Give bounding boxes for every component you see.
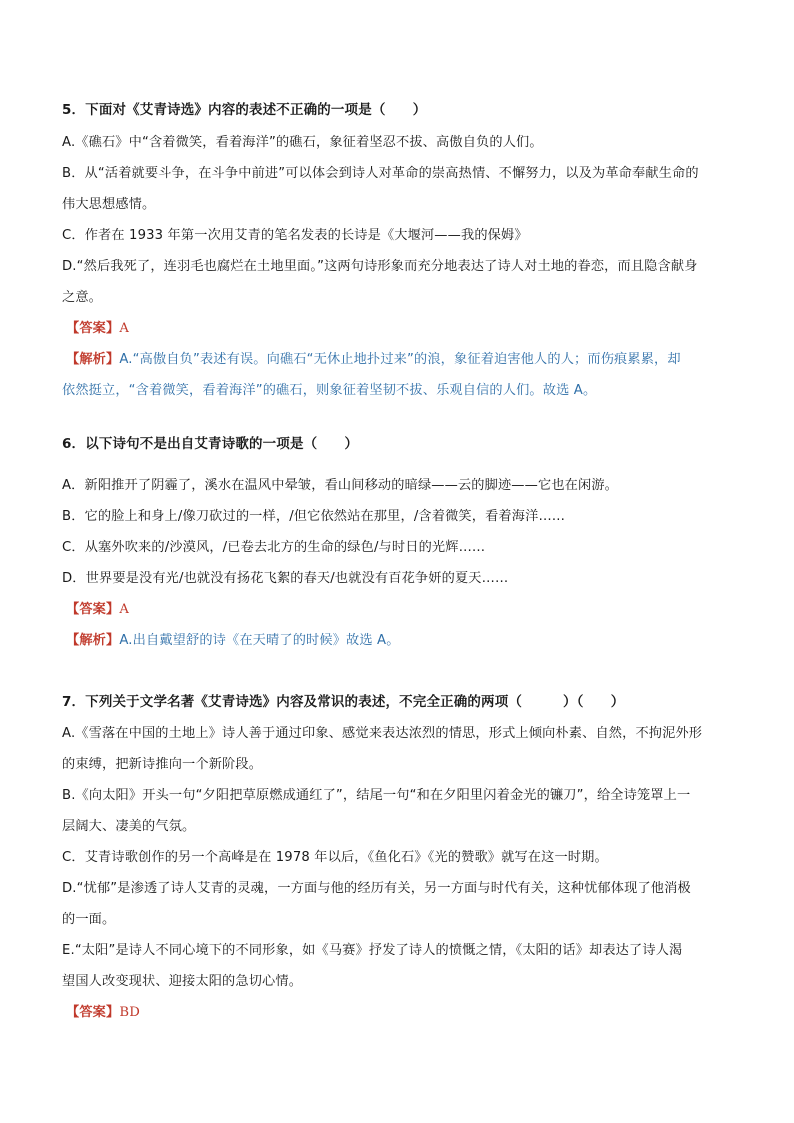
question-5-stem: 5．下面对《艾青诗选》内容的表述不正确的一项是（ ） (62, 102, 427, 118)
question-7-option-d-cont: 的一面。 (62, 912, 116, 927)
question-7-option-b-cont: 层阔大、凄美的气氛。 (62, 819, 196, 834)
question-6-answer (66, 600, 129, 620)
explanation-tag: 【解析】 (66, 633, 120, 648)
answer-value: A (119, 602, 130, 617)
question-5-answer (66, 319, 129, 339)
question-7-option-e: E.“太阳”是诗人不同心境下的不同形象，如《马赛》抒发了诗人的愤慨之情，《太阳的话》却表达了诗人渴 (62, 943, 683, 958)
answer-value: BD (119, 1005, 140, 1020)
question-5-option-a: A.《礁石》中“含着微笑，看着海洋”的礁石，象征着坚忍不拔、高傲自负的人们。 (62, 135, 543, 150)
answer-tag: 【答案】 (66, 321, 120, 336)
answer-tag: 【答案】 (66, 602, 120, 617)
question-7-option-b: B.《向太阳》开头一句“夕阳把草原燃成通红了”，结尾一句“和在夕阳里闪着金光的镰刀”，给全诗笼罩上一 (62, 788, 691, 803)
question-7-option-a-cont: 的束缚，把新诗推向一个新阶段。 (62, 757, 263, 772)
question-5-option-c: C．作者在 1933 年第一次用艾青的笔名发表的长诗是《大堰河——我的保姆》 (62, 228, 528, 243)
question-5-explanation-cont: 依然挺立，“含着微笑，看着海洋”的礁石，则象征着坚韧不拔、乐观自信的人们。故选 A。 (62, 383, 597, 398)
explanation-text: A.“高傲自负”表述有误。向礁石“无休止地扑过来”的浪，象征着迫害他人的人；而伤痕累累，却 (119, 352, 681, 367)
question-7-option-c: C．艾青诗歌创作的另一个高峰是在 1978 年以后，《鱼化石》《光的赞歌》就写在这一时期。 (62, 850, 608, 865)
question-5-option-d: D.“然后我死了，连羽毛也腐烂在土地里面。”这两句诗形象而充分地表达了诗人对土地的眷恋，而且隐含献身 (62, 259, 698, 274)
question-5-option-b-cont: 伟大思想感情。 (62, 197, 156, 212)
question-7-answer (66, 1003, 140, 1023)
answer-tag: 【答案】 (66, 1005, 120, 1020)
question-6-option-b: B．它的脸上和身上/像刀砍过的一样，/但它依然站在那里，/含着微笑，看着海洋…… (62, 509, 566, 524)
question-7-option-a: A.《雪落在中国的土地上》诗人善于通过印象、感觉来表达浓烈的情思，形式上倾向朴素、自然，不拘泥外形 (62, 726, 703, 741)
question-6-option-a: A．新阳推开了阴霾了，溪水在温风中晕皱，看山间移动的暗绿——云的脚迹——它也在闲游。 (62, 478, 619, 493)
question-7-option-e-cont: 望国人改变现状、迎接太阳的急切心情。 (62, 974, 303, 989)
question-5-option-b: B．从“活着就要斗争，在斗争中前进”可以体会到诗人对革命的崇高热情、不懈努力，以及为革命奉献生命的 (62, 166, 699, 181)
question-7-stem: 7．下列关于文学名著《艾青诗选》内容及常识的表述，不完全正确的两项（ ）（ ） (62, 694, 625, 710)
question-6-explanation (66, 631, 400, 651)
question-6-option-c: C．从塞外吹来的/沙漠风，/已卷去北方的生命的绿色/与时日的光辉…… (62, 540, 486, 555)
explanation-tag: 【解析】 (66, 352, 120, 367)
question-6-stem: 6．以下诗句不是出自艾青诗歌的一项是（ ） (62, 436, 359, 452)
question-7-option-d: D.“忧郁”是渗透了诗人艾青的灵魂，一方面与他的经历有关，另一方面与时代有关，这种忧郁体现了他消极 (62, 881, 691, 896)
answer-value: A (119, 321, 130, 336)
question-6-option-d: D．世界要是没有光/也就没有扬花飞絮的春天/也就没有百花争妍的夏天…… (62, 571, 509, 586)
question-5-explanation (66, 350, 681, 370)
explanation-text: A.出自戴望舒的诗《在天晴了的时候》故选 A。 (119, 633, 400, 648)
question-5-option-d-cont: 之意。 (62, 290, 103, 305)
